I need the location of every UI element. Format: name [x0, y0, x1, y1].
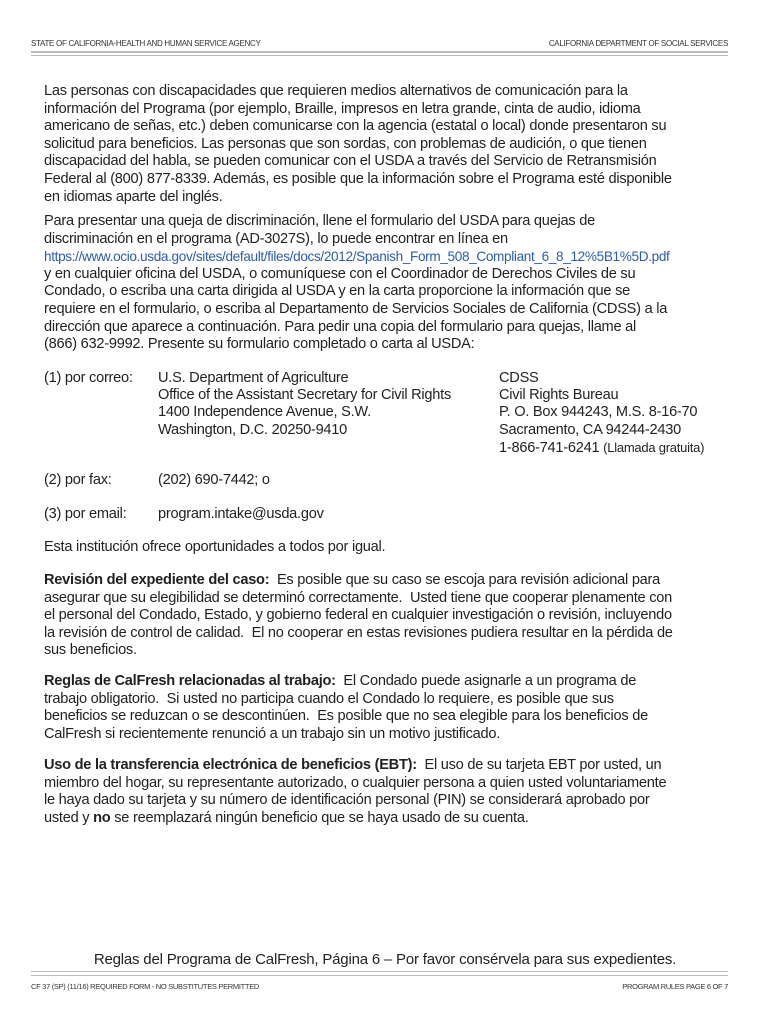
text-line [44, 810, 666, 828]
text-line [44, 775, 666, 793]
email-label: (3) por email: [44, 506, 127, 522]
complaint-form-link[interactable]: https://www.ocio.usda.gov/sites/default/files/docs/2012/Spanish_Form_508_Compliant_6_8_12%5B1%5D.pdf [44, 249, 670, 265]
footer-title: Reglas del Programa de CalFresh, Página 6 – Por favor consérvela para sus expedientes. [93, 951, 677, 968]
text-line: americano de señas, etc.) deben comunicarse con la agencia (estatal o local) donde presentaron su [44, 118, 667, 135]
text-line [44, 792, 666, 810]
mail-label: (1) por correo: [44, 370, 133, 386]
text-line [44, 757, 666, 775]
address-line: Office of the Assistant Secretary for Civil Rights [158, 387, 452, 404]
text-line [44, 691, 648, 709]
ebt-section [44, 757, 666, 827]
header-rule [31, 51, 728, 53]
cdss-address [499, 370, 697, 439]
work-rules-section [44, 673, 648, 743]
form-number: CF 37 (SP) (11/16) REQUIRED FORM - NO SUBSTITUTES PERMITTED [31, 982, 260, 991]
text-line [44, 572, 673, 590]
text-line: información del Programa (por ejemplo, Braille, impresos en letra grande, cinta de audio, idioma [44, 100, 641, 117]
text-segment: le haya dado su tarjeta y su número de identificación personal (PIN) se considerará aprobado por [44, 792, 650, 809]
fax-value: (202) 690-7442; o [158, 472, 270, 488]
usda-address [158, 370, 451, 439]
text-line: Federal al (800) 877-8339. Además, es posible que la información sobre el Programa esté disponible [44, 170, 672, 187]
text-line [44, 708, 648, 726]
text-line [44, 607, 673, 625]
text-segment: trabajo obligatorio. Si usted no participa cuando el Condado lo requiere, es posible que sus [44, 690, 614, 707]
text-line: Para presentar una queja de discriminación, llene el formulario del USDA para quejas de [44, 213, 595, 229]
address-line: Civil Rights Bureau [499, 387, 619, 404]
text-line: Condado, o escriba una carta dirigida al USDA y en la carta proporcione la información que se [44, 283, 630, 300]
text-line: (866) 632-9992. Presente su formulario completado o carta al USDA: [44, 336, 475, 353]
text-line: en idiomas aparte del inglés. [44, 188, 223, 205]
footer-rule-2 [31, 975, 728, 976]
fax-label: (2) por fax: [44, 472, 112, 488]
text-segment: usted y [44, 809, 94, 826]
cdss-phone: 1-866-741-6241 [499, 440, 600, 456]
address-line: U.S. Department of Agriculture [158, 370, 349, 386]
text-segment: El uso de su tarjeta EBT por usted, un [416, 757, 662, 773]
text-line [44, 726, 648, 744]
accessibility-paragraph [44, 83, 672, 206]
text-line [44, 673, 648, 691]
header-rule-thin [31, 55, 728, 56]
text-line [44, 625, 673, 643]
text-line: discriminación en el programa (AD-3027S), lo puede encontrar en línea en [44, 230, 508, 247]
equal-opportunity: Esta institución ofrece oportunidades a todos por igual. [44, 539, 386, 555]
header-department: CALIFORNIA DEPARTMENT OF SOCIAL SERVICES [548, 39, 728, 48]
text-segment: El Condado puede asignarle a un programa de [335, 673, 637, 689]
text-line: dirección que aparece a continuación. Para pedir una copia del formulario para quejas, llame al [44, 318, 636, 335]
text-segment: se reemplazará ningún beneficio que se haya usado de su cuenta. [110, 809, 529, 826]
text-segment: Es posible que su caso se escoja para revisión adicional para [269, 572, 661, 588]
cdss-phone-note: (Llamada gratuita) [603, 440, 705, 455]
text-segment: asegurar que su elegibilidad se determinó correctamente. Usted tiene que cooperar plenamente con [44, 589, 673, 606]
address-line: Sacramento, CA 94244-2430 [499, 421, 681, 438]
text-line [44, 590, 673, 608]
cdss-phone-line [499, 439, 704, 457]
email-value[interactable]: program.intake@usda.gov [158, 506, 324, 522]
page-number: PROGRAM RULES PAGE 6 OF 7 [622, 982, 728, 991]
address-line: P. O. Box 944243, M.S. 8-16-70 [499, 404, 698, 421]
address-line: 1400 Independence Avenue, S.W. [158, 404, 371, 421]
text-line: discapacidad del habla, se pueden comunicar con el USDA a través del Servicio de Retransmisión [44, 153, 657, 170]
text-line: requiere en el formulario, o escriba al Departamento de Servicios Sociales de California (CDSS) a la [44, 300, 668, 317]
address-line: Washington, D.C. 20250-9410 [158, 421, 348, 438]
address-line: CDSS [499, 370, 539, 386]
footer-rule [31, 971, 728, 972]
text-line: Las personas con discapacidades que requieren medios alternativos de comunicación para la [44, 83, 628, 99]
bold-heading: Uso de la transferencia electrónica de beneficios (EBT): [44, 757, 417, 773]
text-line: y en cualquier oficina del USDA, o comuníquese con el Coordinador de Derechos Civiles de su [44, 265, 636, 282]
text-line: solicitud para beneficios. Las personas que son sordas, con problemas de audición, o que tienen [44, 135, 647, 152]
complaint-paragraph [44, 213, 669, 354]
bold-heading: Revisión del expediente del caso: [44, 572, 270, 588]
text-segment: sus beneficios. [44, 642, 137, 659]
text-segment: miembro del hogar, su representante autorizado, o cualquier persona a quien usted voluntariamente [44, 774, 667, 791]
text-segment: beneficios se reduzcan o se descontinúen. Es posible que no sea elegible para los beneficios de [44, 708, 648, 725]
text-segment: CalFresh si recientemente renunció a un trabajo sin un motivo justificado. [44, 725, 501, 742]
bold-heading: no [93, 809, 111, 826]
text-segment: el personal del Condado, Estado, y gobierno federal en cualquier investigación o revisión, incluyendo [44, 607, 672, 624]
text-line [44, 642, 673, 660]
bold-heading: Reglas de CalFresh relacionadas al trabajo: [44, 673, 336, 689]
text-segment: la revisión de control de calidad. El no cooperar en estas revisiones pudiera resultar en la pérdida de [44, 624, 673, 641]
case-review-section [44, 572, 673, 660]
header-agency: STATE OF CALIFORNIA-HEALTH AND HUMAN SERVICE AGENCY [31, 39, 261, 48]
